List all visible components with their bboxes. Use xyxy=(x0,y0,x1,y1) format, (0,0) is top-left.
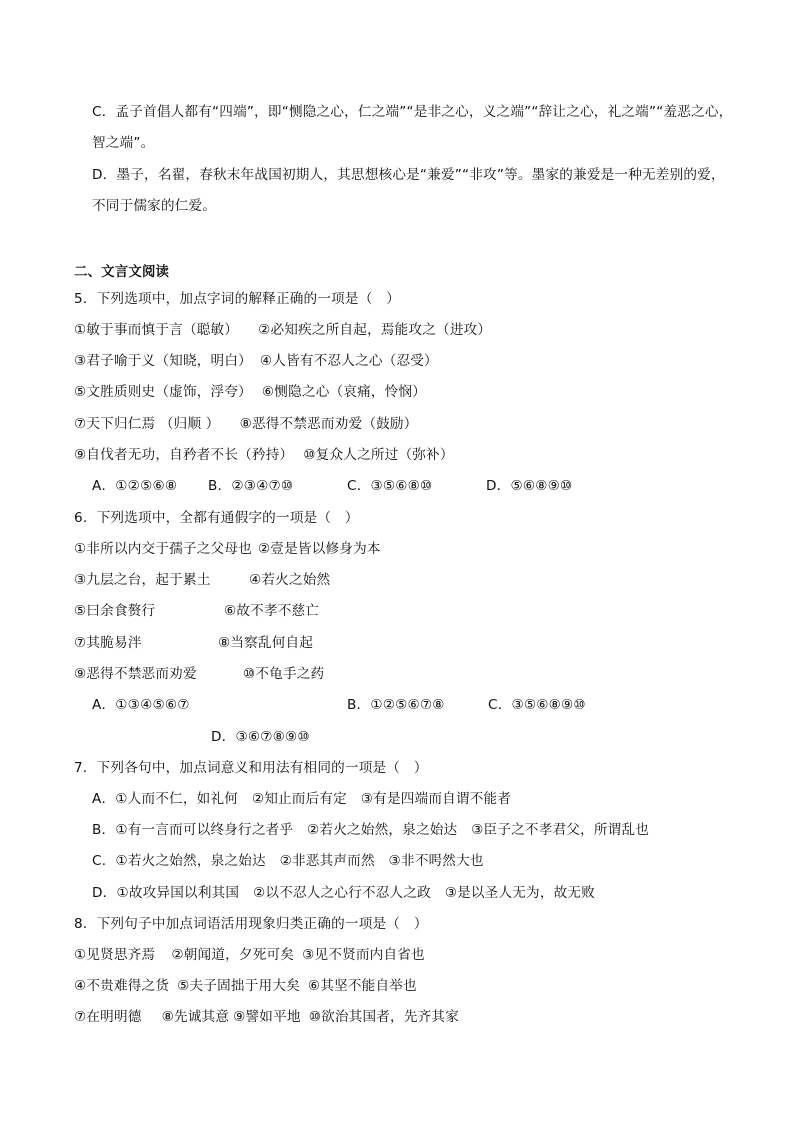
q8-item-8: ⑧先诚其意 xyxy=(161,1009,230,1025)
q6-item-5: ⑤曰余食赘行 xyxy=(74,603,156,619)
q7-option-d: D．①故攻异国以利其国 ②以不忍人之心行不忍人之政 ③是以圣人无为，故无败 xyxy=(92,885,596,901)
q5-item-10: ⑩复众人之所过（弥补） xyxy=(303,447,454,463)
q5-item-3: ③君子喻于义（知晓，明白） xyxy=(74,353,252,369)
q8-item-7: ⑦在明明德 xyxy=(74,1009,142,1025)
option-c-line-2: 智之端”。 xyxy=(92,135,155,151)
q8-item-10: ⑩欲治其国者，先齐其家 xyxy=(308,1009,460,1025)
q7-option-a: A．①人而不仁，如礼何 ②知止而后有定 ③有是四端而自谓不能者 xyxy=(92,791,512,807)
option-d-line-1: D．墨子，名翟，春秋末年战国初期人，其思想核心是“兼爱”“非攻”等。墨家的兼爱是一种无差别的爱， xyxy=(92,167,725,183)
q5-item-6: ⑥恻隐之心（哀痛，怜悯） xyxy=(261,384,427,400)
q8-item-6: ⑥其坚不能自举也 xyxy=(307,978,417,994)
option-d-line-2: 不同于儒家的仁爱。 xyxy=(92,198,217,214)
q8-item-9: ⑨譬如平地 xyxy=(233,1009,301,1025)
q6-item-6: ⑥故不孝不慈亡 xyxy=(224,603,320,619)
q5-item-8: ⑧恶得不禁恶而劝爱（鼓励） xyxy=(239,416,418,432)
section-title: 二、文言文阅读 xyxy=(74,265,170,280)
q5-row-3 xyxy=(74,382,426,402)
q5-option-a: A．①②⑤⑥⑧ xyxy=(92,478,178,494)
q6-stem: 6．下列选项中，全都有通假字的一项是（ ） xyxy=(74,510,359,526)
q6-item-2: ②壹是皆以修身为本 xyxy=(257,541,381,557)
q5-item-2: ②必知疾之所自起，焉能攻之（进攻） xyxy=(258,322,492,338)
q6-item-8: ⑧当察乱何自起 xyxy=(218,635,314,651)
q5-item-7: ⑦天下归仁焉 （归顺 ） xyxy=(74,416,220,432)
q5-item-5: ⑤文胜质则史（虚饰，浮夸） xyxy=(74,384,252,400)
q7-option-c: C．①若火之始然，泉之始达 ②非恶其声而然 ③非不呺然大也 xyxy=(92,853,484,869)
q8-item-5: ⑤夫子固拙于用大矣 xyxy=(177,978,300,994)
q5-row-2 xyxy=(74,351,438,371)
q8-row-3 xyxy=(74,1007,459,1027)
option-c-line-1: C．孟子首倡人都有“四端”，即“恻隐之心，仁之端”“是非之心，义之端”“辞让之心，礼之端”“羞恶之心， xyxy=(92,104,733,120)
q8-item-2: ②朝闻道，夕死可矣 xyxy=(171,947,295,963)
q5-option-d: D．⑤⑥⑧⑨⑩ xyxy=(486,478,573,494)
q6-option-c: C．③⑤⑥⑧⑨⑩ xyxy=(488,697,586,713)
q8-item-1: ①见贤思齐焉 xyxy=(74,947,156,963)
q8-row-1 xyxy=(74,945,425,965)
q6-item-10: ⑩不龟手之药 xyxy=(243,666,325,682)
q6-row-1 xyxy=(74,539,381,559)
q8-stem: 8．下列句子中加点词语活用现象归类正确的一项是（ ） xyxy=(74,916,428,932)
q5-item-9: ⑨自伐者无功，自矜者不长（矜持） xyxy=(74,447,294,463)
q8-row-2 xyxy=(74,976,417,996)
q6-item-9: ⑨恶得不禁恶而劝爱 xyxy=(74,666,197,682)
q5-row-1 xyxy=(74,320,491,340)
q5-option-c: C．③⑤⑥⑧⑩ xyxy=(347,478,433,494)
q8-item-3: ③见不贤而内自省也 xyxy=(302,947,425,963)
q6-option-d: D．③⑥⑦⑧⑨⑩ xyxy=(211,729,310,745)
q6-item-3: ③九层之台，起于累土 xyxy=(74,572,211,588)
q6-option-b: B．①②⑤⑥⑦⑧ xyxy=(347,697,445,713)
q5-row-5 xyxy=(74,445,454,465)
q5-option-b: B．②③④⑦⑩ xyxy=(208,478,294,494)
q5-item-1: ①敏于事而慎于言（聪敏） xyxy=(74,322,239,338)
q5-row-4 xyxy=(74,414,418,434)
q6-item-7: ⑦其脆易泮 xyxy=(74,635,142,651)
q6-option-a: A．①③④⑤⑥⑦ xyxy=(92,697,190,713)
q5-stem: 5．下列选项中，加点字词的解释正确的一项是（ ） xyxy=(74,291,401,307)
q7-stem: 7．下列各句中，加点词意义和用法有相同的一项是（ ） xyxy=(74,760,428,776)
q7-option-b: B．①有一言而可以终身行之者乎 ②若火之始然，泉之始达 ③臣子之不孝君父，所谓乱也 xyxy=(92,822,650,838)
q8-item-4: ④不贵难得之货 xyxy=(74,978,170,994)
q5-item-4: ④人皆有不忍人之心（忍受） xyxy=(259,353,438,369)
q6-item-1: ①非所以内交于孺子之父母也 xyxy=(74,541,252,557)
q6-item-4: ④若火之始然 xyxy=(249,572,331,588)
